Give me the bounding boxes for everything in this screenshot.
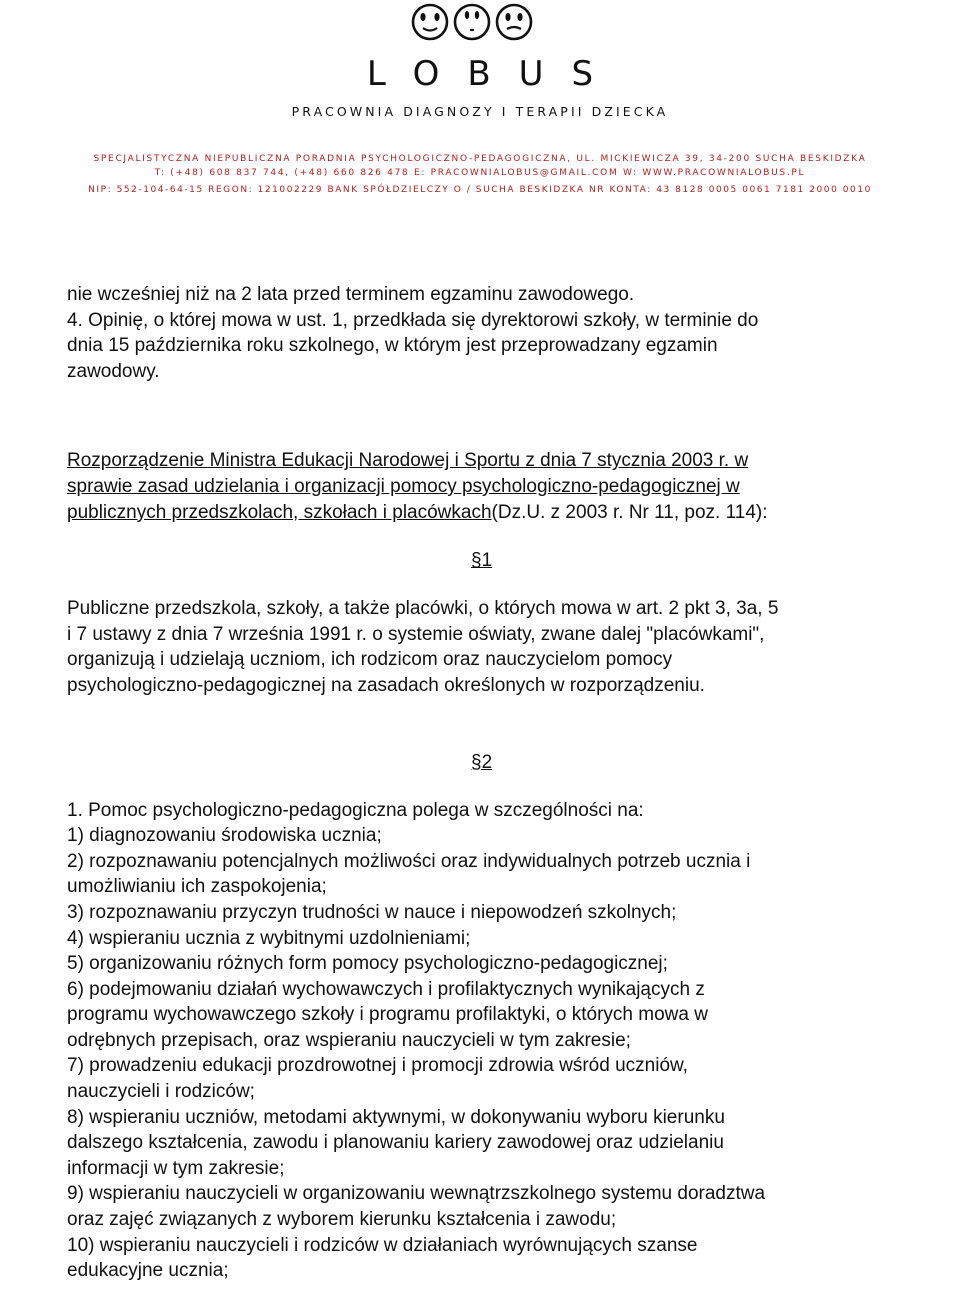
section-2-line: 3) rozpoznawaniu przyczyn trudności w nauce i niepowodzeń szkolnych;: [67, 901, 677, 923]
section-2-line: programu wychowawczego szkoły i programu profilaktyki, o których mowa w: [67, 1004, 708, 1026]
section-1-line: psychologiczno-pedagogicznej na zasadach określonych w rozporządzeniu.: [67, 674, 705, 696]
section-2-line: 2) rozpoznawaniu potencjalnych możliwości oraz indywidualnych potrzeb ucznia i: [67, 850, 751, 872]
section-2-line: nauczycieli i rodziców;: [67, 1081, 255, 1103]
section-2-line: 6) podejmowaniu działań wychowawczych i profilaktycznych wynikających z: [67, 978, 705, 1000]
regulation-title-line: Rozporządzenie Ministra Edukacji Narodowej i Sportu z dnia 7 stycznia 2003 r. w: [67, 450, 749, 472]
spacer: [67, 699, 897, 750]
section-2-line: umożliwianiu ich zaspokojenia;: [67, 876, 327, 898]
regulation-title: [67, 448, 897, 474]
regulation-title: [67, 474, 897, 500]
regulation-title: [67, 500, 897, 526]
section-2-line: oraz zajęć związanych z wyborem kierunku kształcenia i zawodu;: [67, 1209, 617, 1231]
spacer: [67, 775, 897, 798]
section-1-number: §1: [471, 550, 493, 572]
spacer: [67, 573, 897, 596]
logo-name: LOBUS: [366, 54, 622, 94]
section-1-line: Publiczne przedszkola, szkoły, a także placówki, o których mowa w art. 2 pkt 3, 3a, 5: [67, 598, 779, 620]
section-2-line: 1. Pomoc psychologiczno-pedagogiczna polega w szczególności na:: [67, 799, 644, 821]
section-2-line: 4) wspieraniu ucznia z wybitnymi uzdolnieniami;: [67, 927, 471, 949]
contact-address-line: SPECJALISTYCZNA NIEPUBLICZNA PORADNIA PSYCHOLOGICZNO-PEDAGOGICZNA, UL. MICKIEWICZA 39, 34-200 SUCHA BESKIDZKA: [93, 154, 867, 164]
section-2-number: §2: [471, 751, 493, 773]
intro-line: zawodowy.: [67, 360, 160, 382]
intro-line: 4. Opinię, o której mowa w ust. 1, przedkłada się dyrektorowi szkoły, w terminie do: [67, 309, 759, 331]
contact-bank-line: NIP: 552-104-64-15 REGON: 121002229 BANK SPÓŁDZIELCZY O / SUCHA BESKIDZKA NR KONTA: 43 8128 0005 0061 7181 2000 0010: [88, 185, 872, 195]
section-2-line: edukacyjne ucznia;: [67, 1260, 229, 1282]
section-1-line: organizują i udzielają uczniom, ich rodzicom oraz nauczycielom pomocy: [67, 649, 673, 671]
section-2-line: odrębnych przepisach, oraz wspieraniu nauczycieli w tym zakresie;: [67, 1029, 631, 1051]
logo-tagline: PRACOWNIA DIAGNOZY I TERAPII DZIECKA: [291, 104, 669, 119]
intro-line: nie wcześniej niż na 2 lata przed terminem egzaminu zawodowego.: [67, 284, 635, 305]
section-2-heading: [67, 750, 897, 775]
section-2-line: 1) diagnozowaniu środowiska ucznia;: [67, 825, 382, 847]
contact-phone-email-line: T: (+48) 608 837 744, (+48) 660 826 478 E: PRACOWNIALOBUS@GMAIL.COM W: WWW.PRACOWNIALOBUS.PL: [154, 168, 806, 178]
intro-line: dnia 15 października roku szkolnego, w którym jest przeprowadzany egzamin: [67, 335, 718, 357]
section-2-line: 8) wspieraniu uczniów, metodami aktywnymi, w dokonywaniu wyboru kierunku: [67, 1106, 725, 1128]
section-1-heading: [67, 548, 897, 573]
spacer: [67, 384, 897, 448]
document-body: [67, 282, 897, 1284]
section-2-line: 10) wspieraniu nauczycieli i rodziców w działaniach wyrównujących szanse: [67, 1234, 698, 1256]
regulation-title-line: sprawie zasad udzielania i organizacji pomocy psychologiczno-pedagogicznej w: [67, 475, 740, 497]
section-2-line: 9) wspieraniu nauczycieli w organizowaniu wewnątrzszkolnego systemu doradztwa: [67, 1183, 766, 1205]
spacer: [67, 525, 897, 548]
section-2-line: 5) organizowaniu różnych form pomocy psychologiczno-pedagogicznej;: [67, 953, 668, 975]
lobus-logo-faces-icon: [410, 2, 534, 42]
section-2-line: informacji w tym zakresie;: [67, 1157, 285, 1179]
section-2-line: dalszego kształcenia, zawodu i planowaniu kariery zawodowej oraz udzielaniu: [67, 1132, 724, 1154]
section-1-line: i 7 ustawy z dnia 7 września 1991 r. o systemie oświaty, zwane dalej "placówkami",: [67, 623, 765, 645]
regulation-title-line: publicznych przedszkolach, szkołach i placówkach: [67, 501, 492, 523]
section-2-line: 7) prowadzeniu edukacji prozdrowotnej i promocji zdrowia wśród uczniów,: [67, 1055, 688, 1077]
regulation-reference: (Dz.U. z 2003 r. Nr 11, poz. 114):: [491, 501, 768, 523]
